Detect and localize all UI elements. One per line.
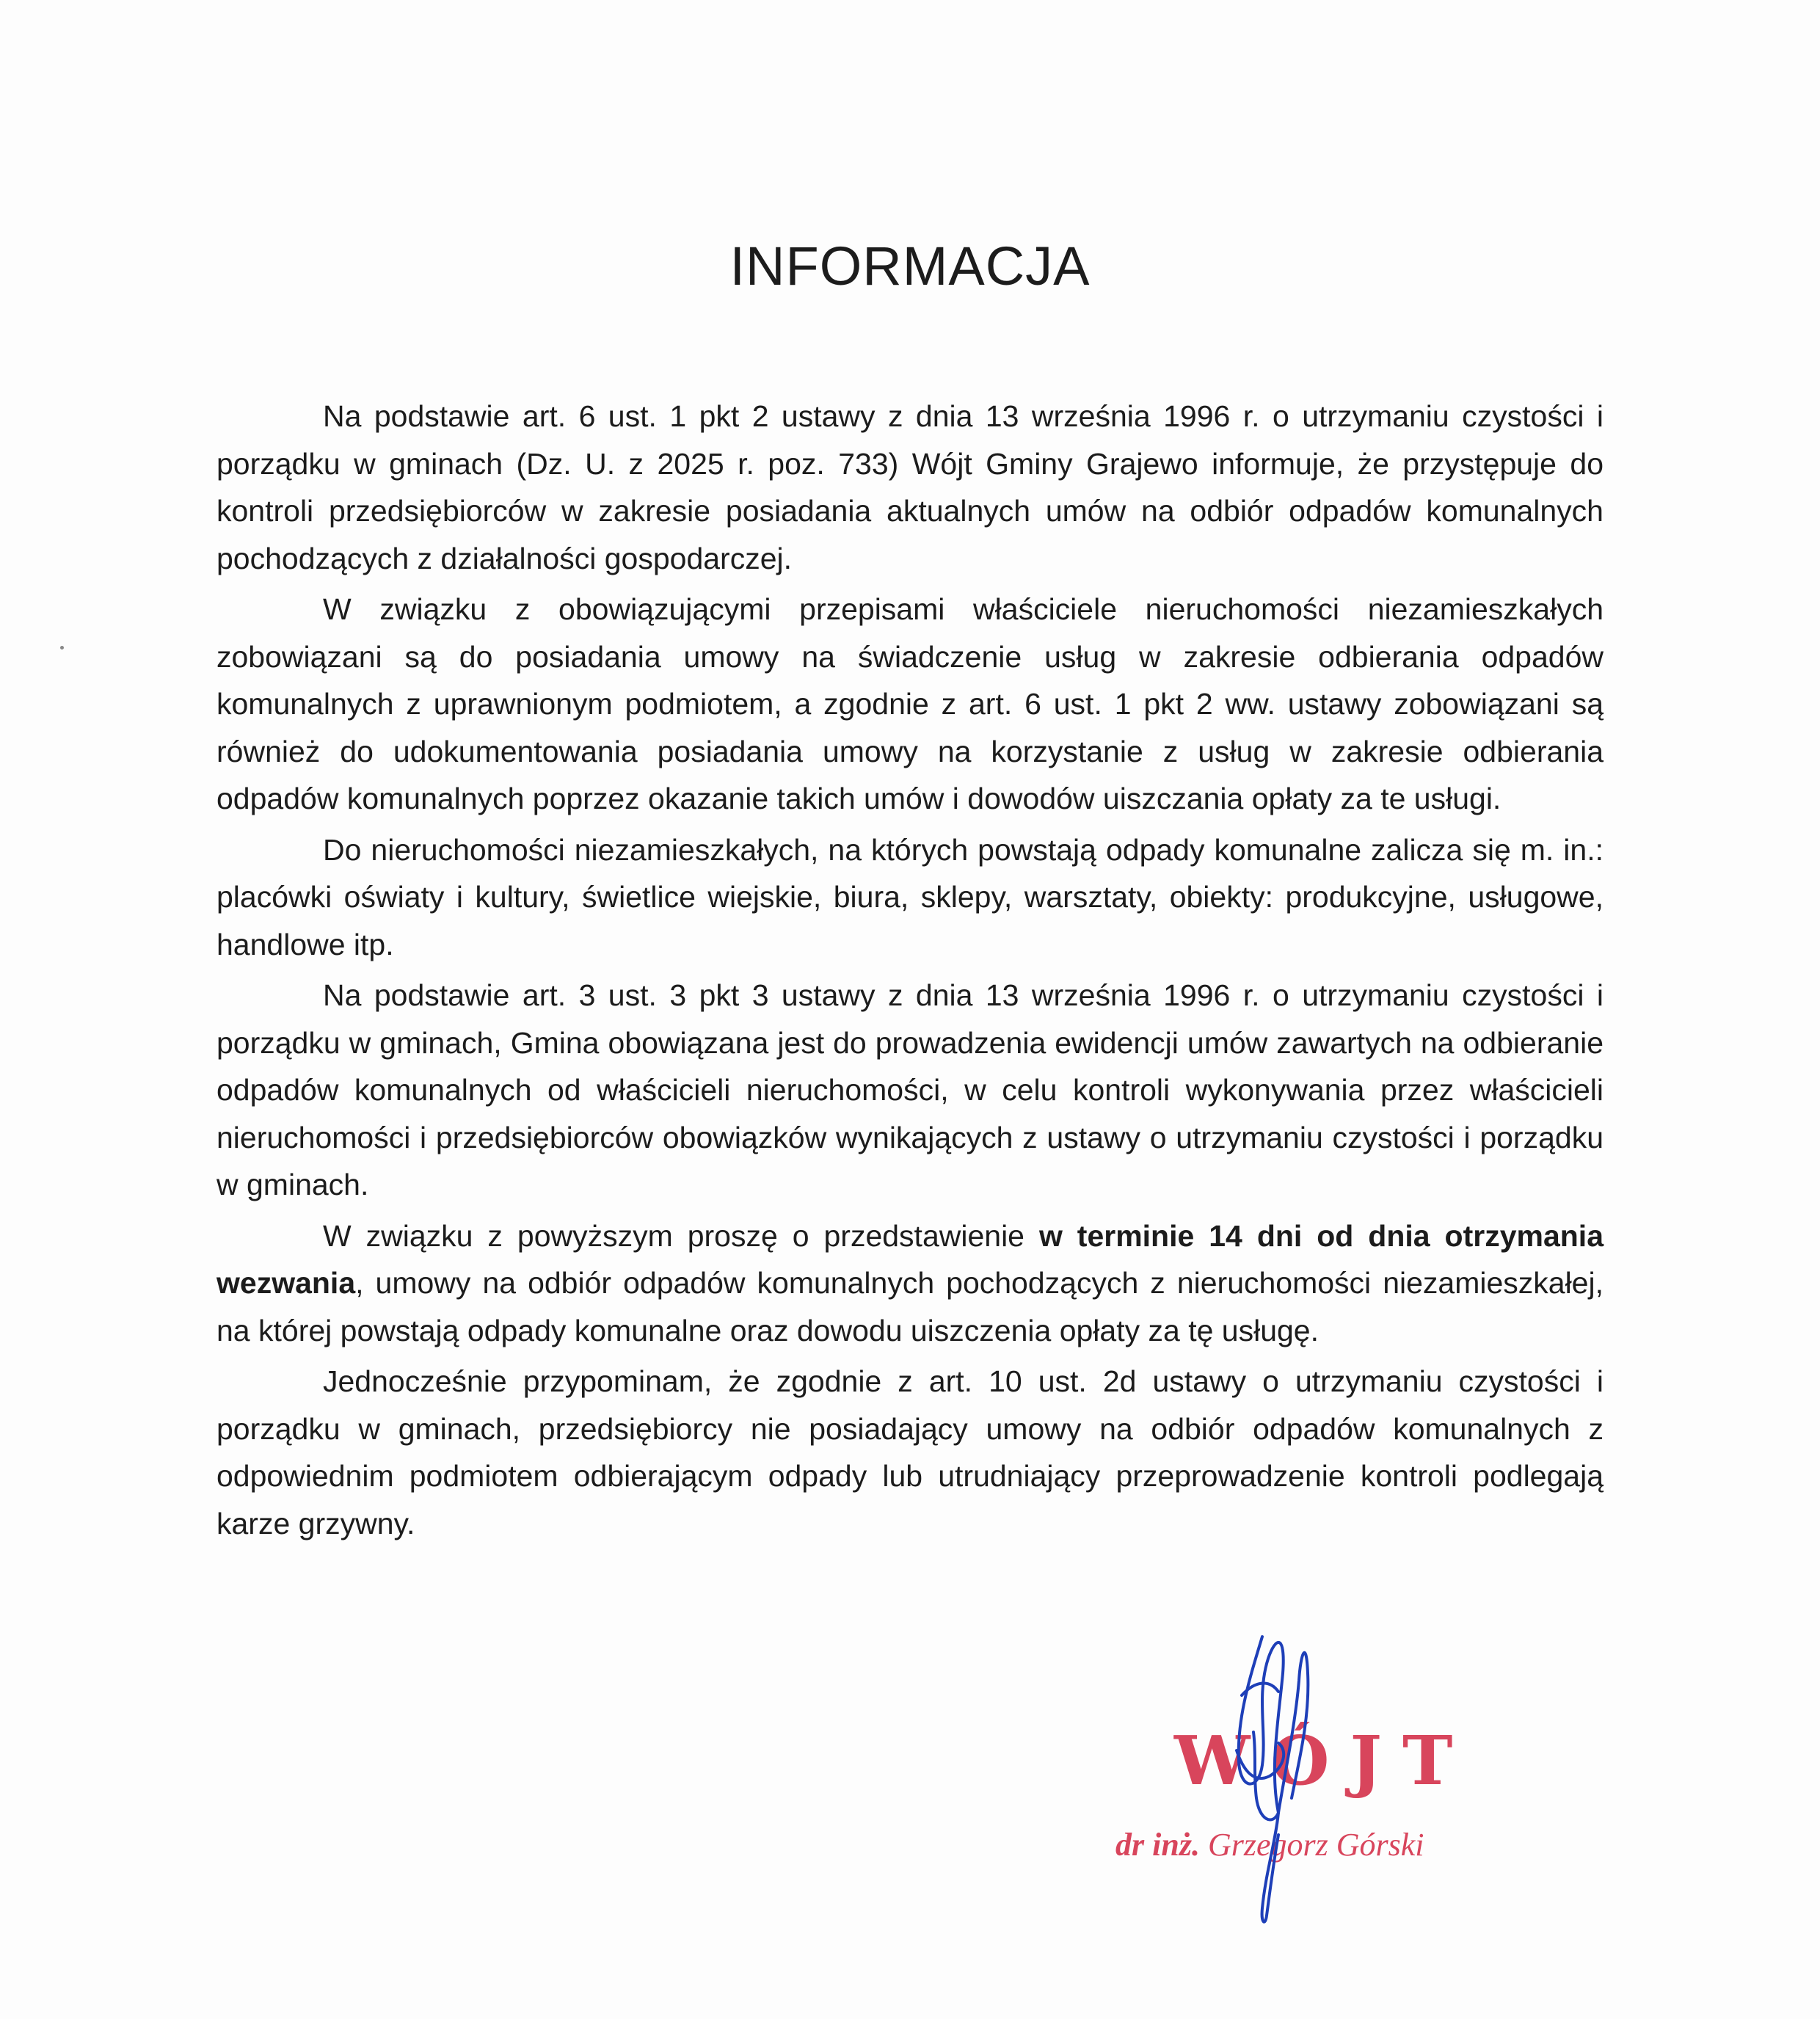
paragraph-5-rest: , umowy na odbiór odpadów komunalnych pochodzących z nieruchomości niezamieszkałej, na której powstają odpady komunalne oraz dowodu uiszczenia opłaty za tę usługę. — [216, 1266, 1604, 1347]
scan-speck — [60, 646, 64, 650]
paragraph-2: W związku z obowiązującymi przepisami właściciele nieruchomości niezamieszkałych zobowiązani są do posiadania umowy na świadczenie usług w zakresie odbierania odpadów komunalnych z uprawnionym podmiotem, a zgodnie z art. 6 ust. 1 pkt 2 ww. ustawy zobowiązani są również do udokumentowania posiadania umowy na korzystanie z usług w zakresie odbierania odpadów komunalnych poprzez okazanie takich umów i dowodów uiszczania opłaty za te usługi. — [216, 592, 1604, 815]
paragraph-5-lead: W związku z powyższym proszę o przedstawienie — [323, 1218, 1039, 1253]
paragraph-3: Do nieruchomości niezamieszkałych, na których powstają odpady komunalne zalicza się m. in.: placówki oświaty i kultury, świetlice wiejskie, biura, sklepy, warsztaty, obiekty: produkcyjne, usługowe, handlowe itp. — [216, 832, 1604, 961]
paragraph-6: Jednocześnie przypominam, że zgodnie z art. 10 ust. 2d ustawy o utrzymaniu czystości i porządku w gminach, przedsiębiorcy nie posiadający umowy na odbiór odpadów komunalnych z odpowiednim podmiotem odbierającym odpady lub utrudniający przeprowadzenie kontroli podlegają karze grzywny. — [216, 1364, 1604, 1540]
document-title: INFORMACJA — [729, 236, 1091, 297]
deadline-emphasis: w terminie 14 dni od dnia otrzymania wezwania — [216, 1218, 1604, 1300]
official-stamp — [1086, 1593, 1526, 1945]
stamp-name-prefix: dr inż. — [1115, 1827, 1200, 1863]
paragraph-1: Na podstawie art. 6 ust. 1 pkt 2 ustawy z dnia 13 września 1996 r. o utrzymaniu czystości i porządku w gminach (Dz. U. z 2025 r. poz. 733) Wójt Gminy Grajewo informuje, że przystępuje do kontroli przedsiębiorców w zakresie posiadania aktualnych umów na odbiór odpadów komunalnych pochodzących z działalności gospodarczej. — [216, 399, 1604, 575]
stamp-name-text: Grzegorz Górski — [1207, 1827, 1424, 1863]
paragraph-4: Na podstawie art. 3 ust. 3 pkt 3 ustawy z dnia 13 września 1996 r. o utrzymaniu czystości i porządku w gminach, Gmina obowiązana jest do prowadzenia ewidencji umów zawartych na odbieranie odpadów komunalnych od właścicieli nieruchomości, w celu kontroli wykonywania przez właścicieli nieruchomości i przedsiębiorców obowiązków wynikających z ustawy o utrzymaniu czystości i porządku w gminach. — [216, 978, 1604, 1201]
document-body — [216, 393, 1604, 1551]
handwritten-signature — [1086, 1593, 1526, 1945]
stamp-title: WÓJT — [1174, 1721, 1474, 1800]
paragraph-5 — [216, 1212, 1604, 1355]
